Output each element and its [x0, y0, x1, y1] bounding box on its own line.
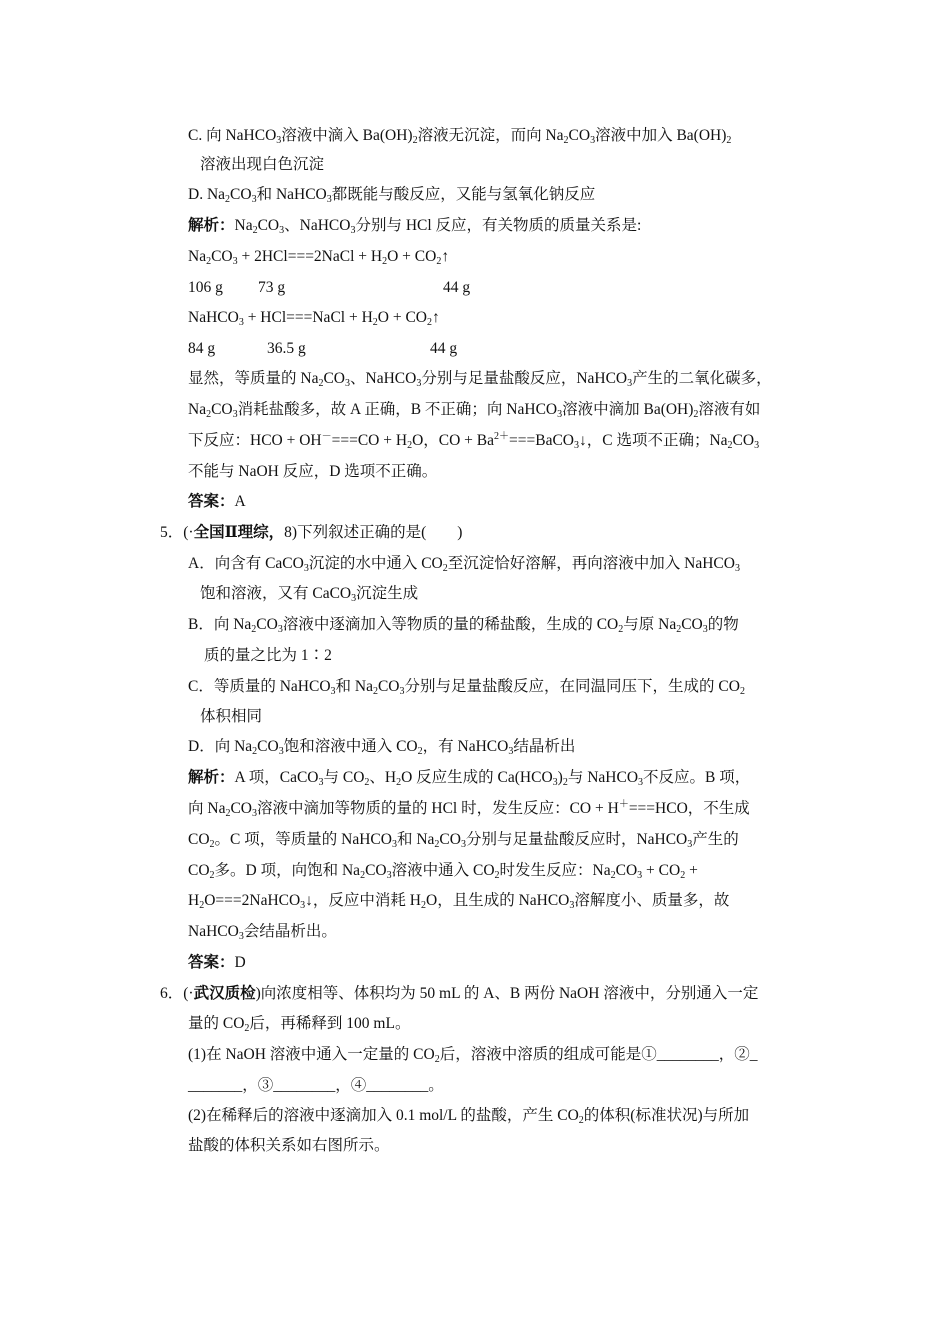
q5-option-a-cont: 饱和溶液，又有 CaCO$_3$沉淀生成: [200, 585, 419, 604]
q4-analysis-line1: 解析：$Na_2CO_3$、NaHCO$_3$分别与 HCl 反应，有关物质的质量关系是:: [188, 217, 642, 236]
answer-label: 答案：: [188, 954, 235, 971]
answer-value: A: [234, 493, 246, 510]
q5-heading: 5．(·全国Ⅱ理综，8)下列叙述正确的是( ): [160, 524, 463, 541]
q6-part1-cont: _______，③________，④________。: [188, 1077, 444, 1094]
answer-value: D: [234, 954, 246, 971]
q5-option-d: D．向 $Na_2CO_3$饱和溶液中通入 $CO_2$，有 NaHCO$_3$结晶析出: [188, 738, 576, 757]
q4-analysis-line2: 显然，等质量的 $Na_2CO_3$、NaHCO$_3$分别与足量盐酸反应，NaHCO$_3$产生的二氧化碳多，: [188, 370, 772, 389]
q5-option-b-cont: 质的量之比为 1∶2: [204, 647, 332, 664]
analysis-label: 解析：: [188, 217, 235, 234]
q4-answer: [188, 492, 246, 512]
q5-analysis-line3: $CO_2$。C 项，等质量的 NaHCO$_3$和 $Na_2CO_3$分别与足量盐酸反应时，NaHCO$_3$产生的: [188, 831, 739, 850]
q4-analysis-line4: 下反应：HCO + $OH^-===CO + H_2O$，CO + $Ba^{2+}===BaCO_3↓$，C 选项不正确；$Na_2CO_3$: [188, 431, 760, 451]
q4-mass-1b: 73 g: [258, 279, 286, 296]
q5-option-b: B．向 $Na_2CO_3$溶液中逐滴加入等物质的量的稀盐酸，生成的 $CO_2$与原 $Na_2CO_3$的物: [188, 616, 739, 635]
q4-mass-2a: 84 g: [188, 340, 216, 357]
q4-equation-2: NaHCO$_3$ + HCl===NaCl + $H_2O$ + $CO_2↑$: [188, 309, 440, 328]
q5-analysis-line2: 向 $Na_2CO_3$溶液中滴加等物质的量的 HCl 时，发生反应：CO + H＋===HCO，不生成: [188, 799, 750, 819]
answer-label: 答案：: [188, 493, 235, 510]
q5-option-a: A．向含有 CaCO$_3$沉淀的水中通入 $CO_2$至沉淀恰好溶解，再向溶液中加入 NaHCO$_3$: [188, 555, 740, 574]
q4-mass-2c: 44 g: [430, 340, 458, 357]
q5-analysis-line6: NaHCO$_3$会结晶析出。: [188, 923, 337, 942]
q5-option-c-cont: 体积相同: [200, 708, 263, 725]
analysis-label: 解析：: [188, 769, 235, 786]
q6-heading: 6．(·武汉质检)向浓度相等、体积均为 50 mL 的 A、B 两份 NaOH 溶液中，分别通入一定: [160, 985, 759, 1002]
q5-analysis-line4: $CO_2$多。D 项，向饱和 $Na_2CO_3$溶液中通入 $CO_2$时发生反应：$Na_2CO_3 + CO_2$ +: [188, 862, 698, 881]
q4-option-c: C. 向 NaHCO$_3$溶液中滴入 $Ba(OH)_2$溶液无沉淀，而向 $Na_2CO_3$溶液中加入 $Ba(OH)_2$: [188, 127, 732, 146]
q4-equation-1: $Na_2CO_3$ + 2HCl===2NaCl + $H_2O$ + $CO_2↑$: [188, 248, 450, 267]
q6-part2: (2)在稀释后的溶液中逐滴加入 0.1 mol/L 的盐酸，产生 $CO_2$的体积(标准状况)与所加: [188, 1107, 750, 1126]
q5-option-c: C．等质量的 NaHCO$_3$和 $Na_2CO_3$分别与足量盐酸反应，在同温同压下，生成的 $CO_2$: [188, 678, 745, 697]
q5-analysis-line5: $H_2O===2NaHCO_3↓$，反应中消耗 $H_2O$，且生成的 NaHCO$_3$溶解度小、质量多，故: [188, 892, 730, 911]
q6-part2-cont: 盐酸的体积关系如右图所示。: [188, 1137, 390, 1154]
q4-analysis-line3: $Na_2CO_3$消耗盐酸多，故 A 正确，B 不正确；向 NaHCO$_3$溶液中滴加 $Ba(OH)_2$溶液有如: [188, 401, 761, 420]
q5-analysis-line1: 解析：A 项，CaCO$_3$与 $CO_2$、$H_2O$ 反应生成的 $Ca(HCO_3)_2$与 NaHCO$_3$不反应。B 项，: [188, 769, 751, 788]
q4-mass-2b: 36.5 g: [267, 340, 306, 357]
q4-mass-1c: 44 g: [443, 279, 471, 296]
q6-part1: (1)在 NaOH 溶液中通入一定量的 $CO_2$后，溶液中溶质的组成可能是①________，②_: [188, 1046, 758, 1065]
q6-heading-cont: 量的 $CO_2$后，再稀释到 100 mL。: [188, 1015, 411, 1034]
q4-analysis-line5: 不能与 NaOH 反应，D 选项不正确。: [188, 463, 438, 480]
q4-mass-1a: 106 g: [188, 279, 223, 296]
q4-option-d: D. $Na_2CO_3$和 NaHCO$_3$都既能与酸反应，又能与氢氧化钠反应: [188, 186, 596, 205]
q5-answer: [188, 953, 246, 973]
q4-option-c-cont: 溶液出现白色沉淀: [200, 156, 325, 173]
